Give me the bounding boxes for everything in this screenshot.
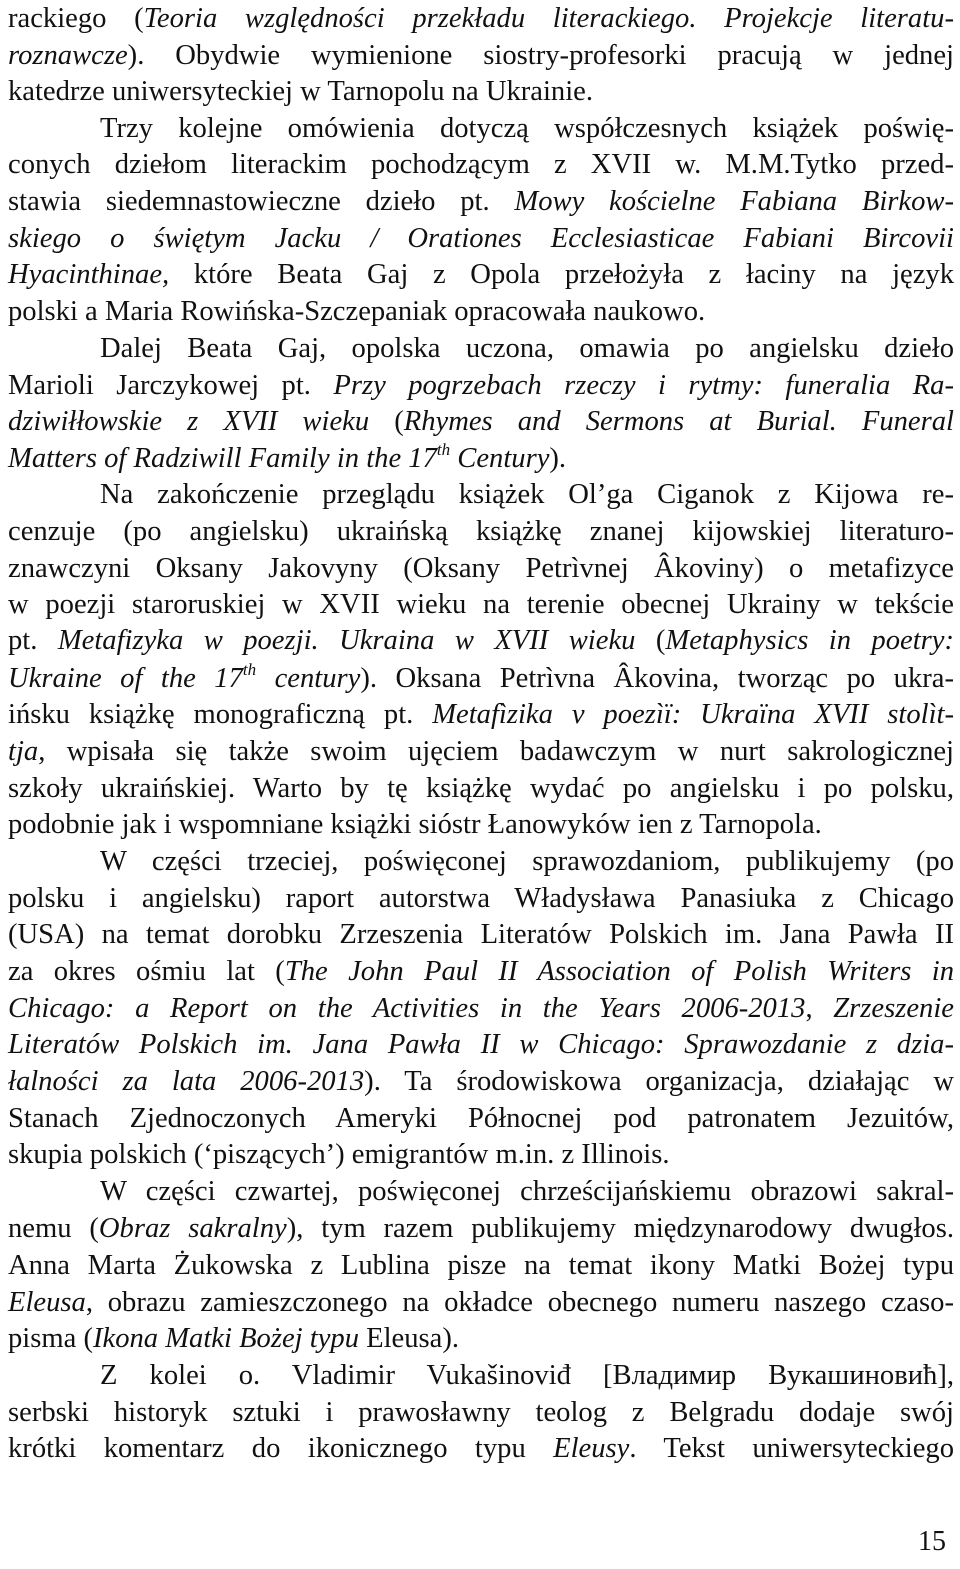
italic-text: Eleusy	[553, 1433, 630, 1464]
text-run: (	[369, 406, 404, 437]
italic-text: Matters of Radziwill Family in the 17	[8, 443, 437, 474]
italic-text: century	[256, 663, 361, 694]
italic-text: Metaphysics in poetry:	[665, 625, 955, 656]
italic-text: dziwiłłowskie z XVII wieku	[8, 406, 370, 437]
text-line	[8, 843, 954, 880]
text-line	[8, 183, 954, 220]
text-run: cenzuje (po angielsku) ukraińską książkę znanej kijowskiej literaturo-	[8, 516, 954, 547]
italic-text: Metafìzika v poezìï: Ukraïna XVII stolìt-	[432, 699, 954, 730]
text-line	[8, 953, 954, 990]
text-run: katedrze uniwersyteckiej w Tarnopolu na Ukrainie.	[8, 76, 594, 107]
text-line	[8, 1357, 954, 1394]
text-run: Na zakończenie przeglądu książek Ol’ga Ciganok z Kijowa re-	[100, 479, 954, 510]
text-line	[8, 660, 954, 697]
text-run: nemu (	[8, 1213, 99, 1244]
text-line	[8, 1136, 954, 1173]
text-run: serbski historyk sztuki i prawosławny teolog z Belgradu dodaje swój	[8, 1397, 954, 1428]
italic-text: Metafizyka w poezji. Ukraina w XVII wieku	[57, 625, 636, 656]
text-run: rackiego (	[8, 3, 144, 34]
text-line	[8, 220, 954, 257]
text-line	[8, 330, 954, 367]
text-line	[8, 733, 954, 770]
text-run: skupia polskich (‘piszących’) emigrantów m.in. z Illinois.	[8, 1139, 670, 1170]
text-line	[8, 256, 954, 293]
text-run: W części trzeciej, poświęconej sprawozdaniom, publikujemy (po	[100, 846, 954, 877]
text-run: ). Oksana Petrìvna Âkovina, tworząc po ukra-	[360, 663, 954, 694]
italic-text: Century	[450, 443, 550, 474]
text-run: znawczyni Oksany Jakovyny (Oksany Petrìvnej Âkoviny) o metafizyce	[8, 553, 954, 584]
text-run: szkoły ukraińskiej. Warto by tę książkę wydać po angielsku i po polsku,	[8, 773, 954, 804]
text-run: ińsku książkę monograficzną pt.	[8, 699, 433, 730]
text-line	[8, 37, 954, 74]
text-run: (	[635, 625, 666, 656]
text-run: conych dziełom literackim pochodzącym z XVII w. M.M.Tytko przed-	[8, 149, 954, 180]
italic-text: Chicago: a Report on the Activities in the Years 2006-2013	[8, 993, 806, 1024]
text-run: ,	[805, 993, 834, 1024]
text-line	[8, 1320, 954, 1357]
text-run: podobnie jak i wspomniane książki sióstr Łanowyków ien z Tarnopola.	[8, 809, 822, 840]
text-run: ). Ta środowiskowa organizacja, działając w	[364, 1066, 954, 1097]
text-line	[8, 146, 954, 183]
italic-text: Ukraine of the 17	[8, 663, 243, 694]
text-run: , obrazu zamieszczonego na okładce obecnego numeru naszego czaso-	[85, 1287, 954, 1318]
italic-text: tja	[8, 736, 39, 767]
text-run: polski a Maria Rowińska-Szczepaniak opracowała naukowo.	[8, 296, 706, 327]
text-line	[8, 916, 954, 953]
text-run: ).	[549, 443, 567, 474]
text-line	[8, 1100, 954, 1137]
text-run: pisma (	[8, 1323, 93, 1354]
text-run: , wpisała się także swoim ujęciem badawczym w nurt sakrologicznej	[38, 736, 954, 767]
superscript: th	[242, 660, 257, 679]
text-line	[8, 293, 954, 330]
italic-text: Mowy kościelne Fabiana Birkow-	[514, 186, 954, 217]
text-line	[8, 1394, 954, 1431]
superscript: th	[436, 440, 451, 459]
text-run: . Tekst uniwersyteckiego	[629, 1433, 954, 1464]
italic-text: Rhymes and Sermons at Burial. Funeral	[403, 406, 954, 437]
text-line	[8, 880, 954, 917]
text-run: Marioli Jarczykowej pt.	[8, 370, 334, 401]
italic-text: roznawcze	[8, 40, 128, 71]
text-run: pt.	[8, 625, 58, 656]
text-run: Z kolei o. Vladimir Vukašinoviđ [Владимир Вукашиновић],	[100, 1360, 954, 1391]
text-line	[8, 0, 954, 37]
italic-text: Obraz sakralny	[98, 1213, 287, 1244]
text-line	[8, 513, 954, 550]
text-line	[8, 770, 954, 807]
text-line	[8, 806, 954, 843]
italic-text: Literatów Polskich im. Jana Pawła II w Chicago: Sprawozdanie z dzia-	[8, 1029, 954, 1060]
text-line	[8, 1210, 954, 1247]
italic-text: Eleusa	[8, 1287, 86, 1318]
italic-text: Hyacinthinae,	[8, 259, 170, 290]
italic-text: skiego o świętym Jacku / Orationes Ecclesiasticae Fabiani Bircovii	[8, 223, 954, 254]
text-run: krótki komentarz do ikonicznego typu	[8, 1433, 554, 1464]
text-run: Dalej Beata Gaj, opolska uczona, omawia po angielsku dzieło	[100, 333, 954, 364]
italic-text: Ikona Matki Bożej typu	[92, 1323, 359, 1354]
text-line	[8, 73, 954, 110]
text-line	[8, 1284, 954, 1321]
italic-text: Teoria względności przekładu literackiego. Projekcje literatu-	[143, 3, 954, 34]
text-run: polsku i angielsku) raport autorstwa Władysława Panasiuka z Chicago	[8, 883, 954, 914]
text-run: ). Obydwie wymienione siostry-profesorki pracują w jednej	[127, 40, 954, 71]
italic-text: łalności za lata 2006-2013	[8, 1066, 365, 1097]
text-run: ), tym razem publikujemy międzynarodowy dwugłos.	[286, 1213, 954, 1244]
page-number: 15	[918, 1526, 946, 1557]
text-run: Eleusa).	[359, 1323, 460, 1354]
text-run: (USA) na temat dorobku Zrzeszenia Literatów Polskich im. Jana Pawła II	[8, 919, 954, 950]
text-run: W części czwartej, poświęconej chrześcijańskiemu obrazowi sakral-	[100, 1176, 954, 1207]
text-line	[8, 990, 954, 1027]
text-line	[8, 403, 954, 440]
text-run: za okres ośmiu lat (	[8, 956, 285, 987]
text-run: stawia siedemnastowieczne dzieło pt.	[8, 186, 515, 217]
text-line	[8, 622, 954, 659]
italic-text: Zrzeszenie	[833, 993, 954, 1024]
text-line	[8, 696, 954, 733]
text-run: w poezji staroruskiej w XVII wieku na terenie obecnej Ukrainy w tekście	[8, 589, 954, 620]
text-run: które Beata Gaj z Opola przełożyła z łaciny na język	[169, 259, 954, 290]
text-run: Anna Marta Żukowska z Lublina pisze na temat ikony Matki Bożej typu	[8, 1250, 954, 1281]
text-line	[8, 1247, 954, 1284]
text-line	[8, 550, 954, 587]
text-line	[8, 1430, 954, 1467]
text-line	[8, 110, 954, 147]
italic-text: Przy pogrzebach rzeczy i rytmy: funeralia Ra-	[333, 370, 954, 401]
text-line	[8, 440, 954, 477]
text-line	[8, 1173, 954, 1210]
text-line	[8, 1026, 954, 1063]
text-line	[8, 1063, 954, 1100]
text-line	[8, 476, 954, 513]
text-line	[8, 367, 954, 404]
text-run: Stanach Zjednoczonych Ameryki Północnej pod patronatem Jezuitów,	[8, 1103, 954, 1134]
italic-text: The John Paul II Association of Polish Writers in	[284, 956, 955, 987]
text-run: Trzy kolejne omówienia dotyczą współczesnych książek poświę-	[100, 113, 954, 144]
text-line	[8, 586, 954, 623]
